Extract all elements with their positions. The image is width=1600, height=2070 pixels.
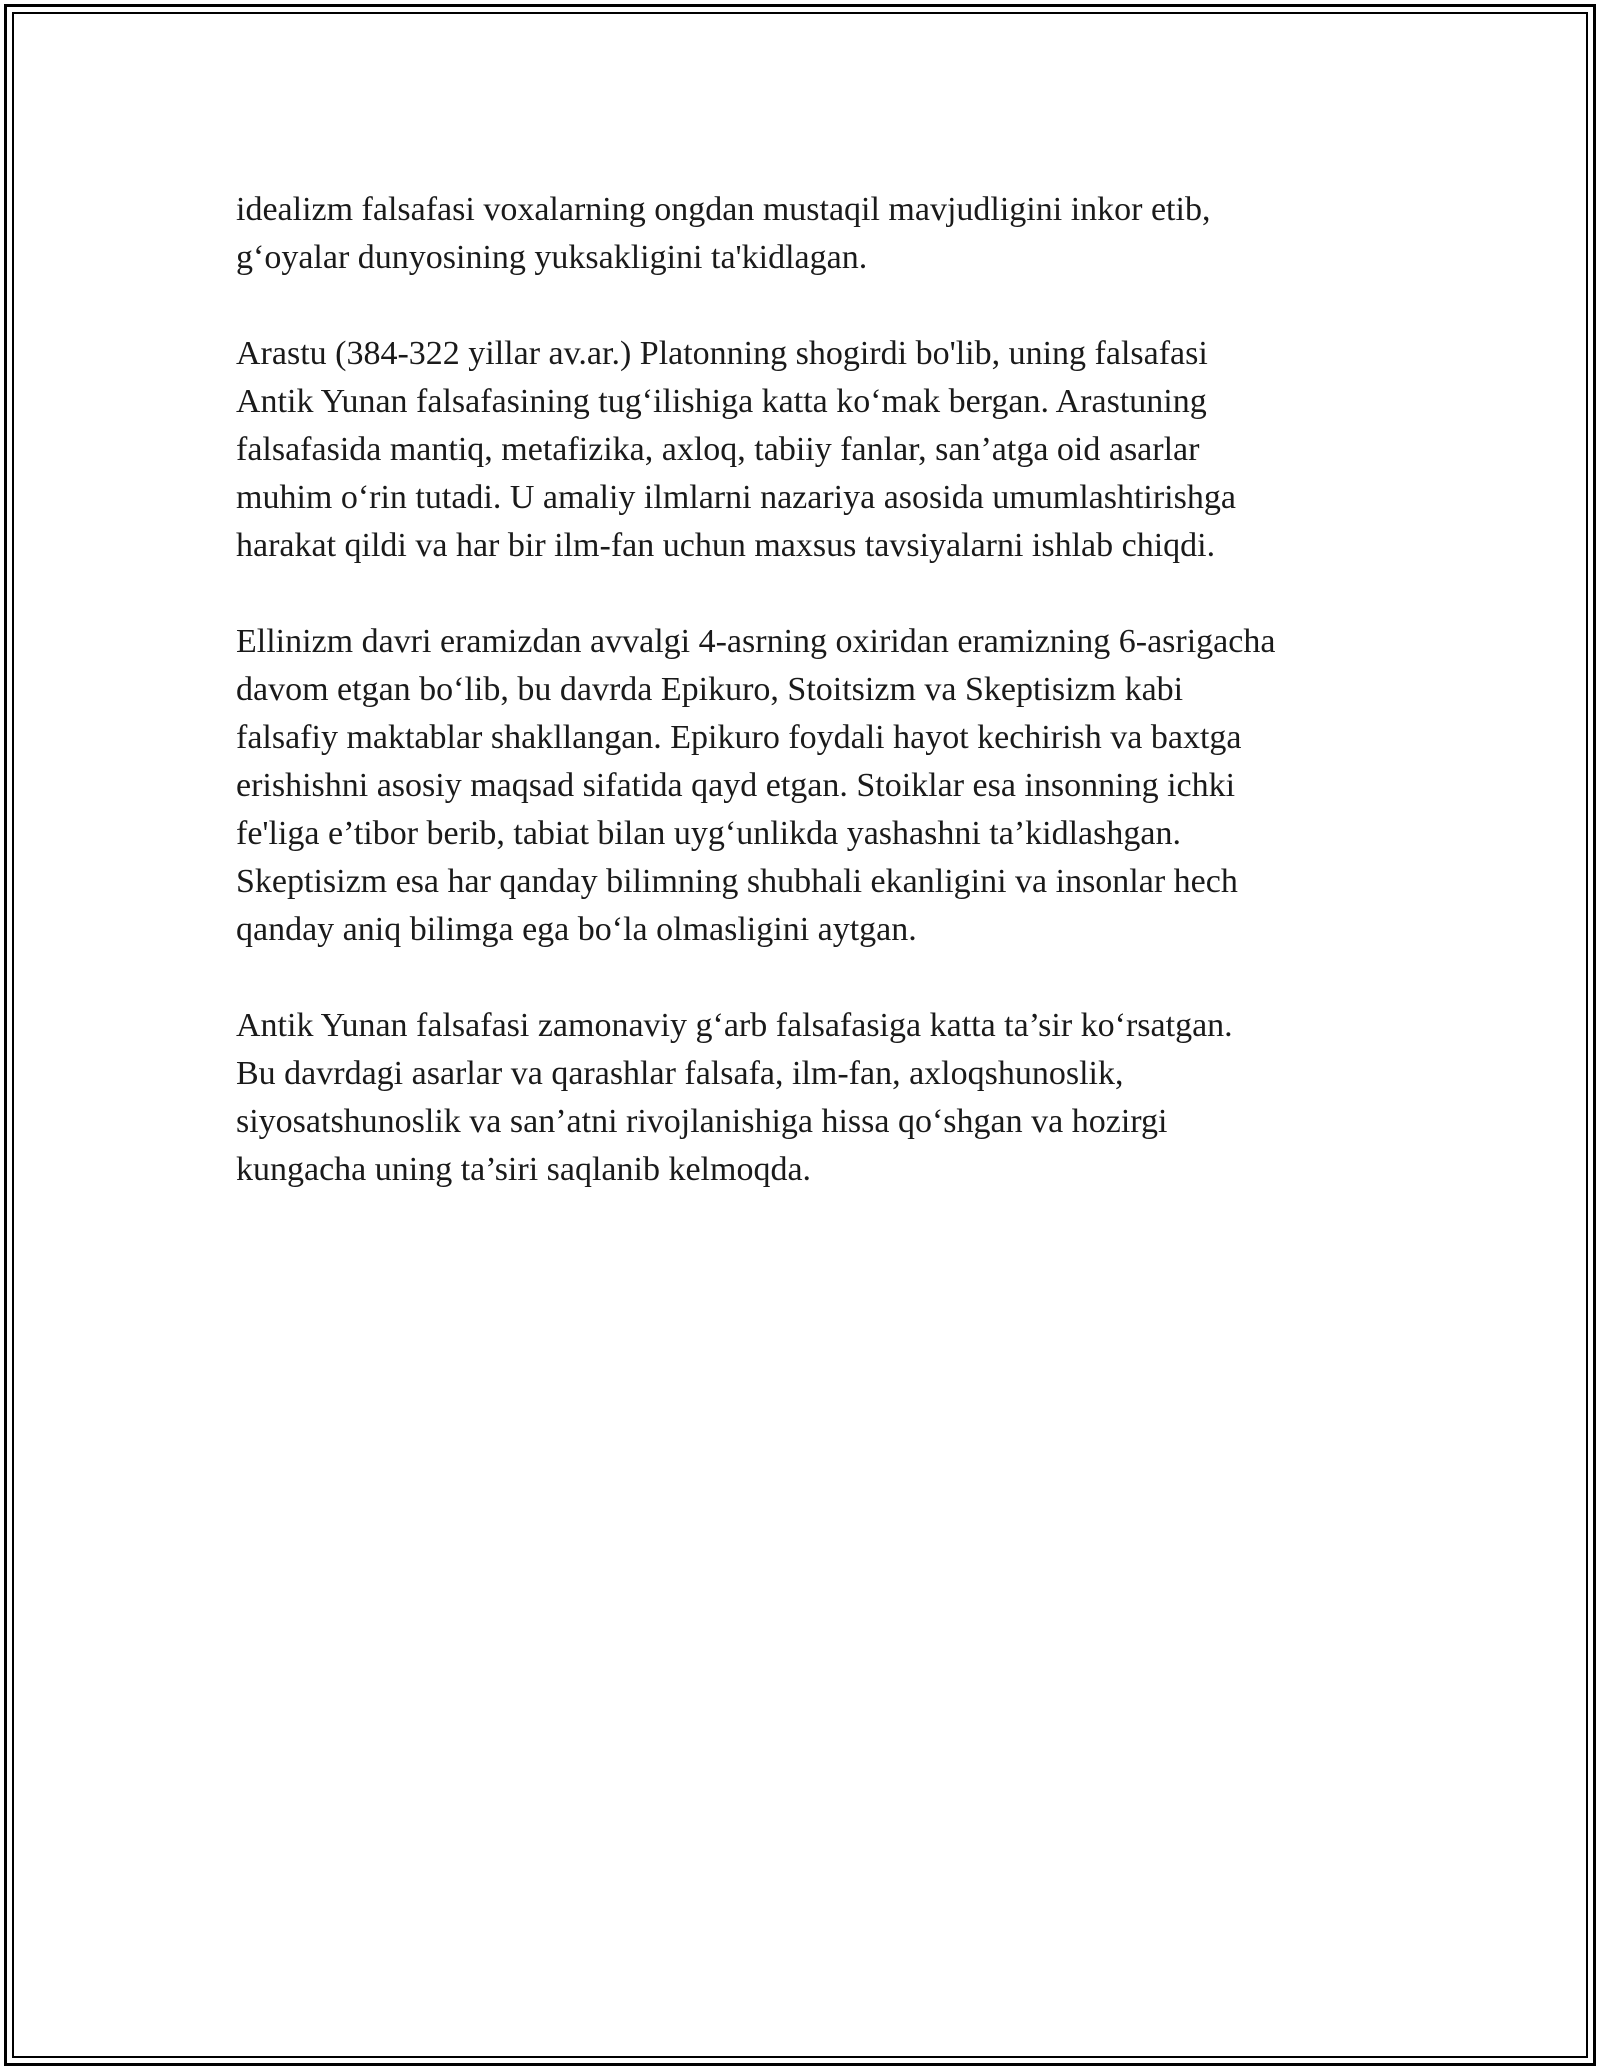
text-line: davom etgan bo‘lib, bu davrda Epikuro, Stoitsizm va Skeptisizm kabi xyxy=(236,671,1184,708)
text-line: Arastu (384-322 yillar av.ar.) Platonning shogirdi bo'lib, uning falsafasi xyxy=(236,335,1208,372)
paragraph-antik-yunan xyxy=(236,1002,1376,1194)
text-line: falsafiy maktablar shakllangan. Epikuro foydali hayot kechirish va baxtga xyxy=(236,719,1242,756)
text-line: idealizm falsafasi voxalarning ongdan mustaqil mavjudligini inkor etib, xyxy=(236,191,1211,228)
document-body xyxy=(236,186,1376,1242)
paragraph-idealism xyxy=(236,186,1376,282)
text-line: Antik Yunan falsafasi zamonaviy g‘arb falsafasiga katta ta’sir ko‘rsatgan. xyxy=(236,1007,1233,1044)
text-line: muhim o‘rin tutadi. U amaliy ilmlarni nazariya asosida umumlashtirishga xyxy=(236,479,1236,516)
text-line: Bu davrdagi asarlar va qarashlar falsafa, ilm-fan, axloqshunoslik, xyxy=(236,1055,1124,1092)
text-line: g‘oyalar dunyosining yuksakligini ta'kidlagan. xyxy=(236,239,868,276)
text-line: harakat qildi va har bir ilm-fan uchun maxsus tavsiyalarni ishlab chiqdi. xyxy=(236,527,1216,564)
paragraph-arastu xyxy=(236,330,1376,570)
text-line: erishishni asosiy maqsad sifatida qayd etgan. Stoiklar esa insonning ichki xyxy=(236,767,1236,804)
paragraph-ellinizm xyxy=(236,618,1376,954)
text-line: kungacha uning ta’siri saqlanib kelmoqda. xyxy=(236,1151,812,1188)
text-line: fe'liga e’tibor berib, tabiat bilan uyg‘unlikda yashashni ta’kidlashgan. xyxy=(236,815,1181,852)
text-line: Skeptisizm esa har qanday bilimning shubhali ekanligini va insonlar hech xyxy=(236,863,1238,900)
text-line: falsafasida mantiq, metafizika, axloq, tabiiy fanlar, san’atga oid asarlar xyxy=(236,431,1200,468)
text-line: qanday aniq bilimga ega bo‘la olmasligini aytgan. xyxy=(236,911,917,948)
text-line: Antik Yunan falsafasining tug‘ilishiga katta ko‘mak bergan. Arastuning xyxy=(236,383,1207,420)
text-line: siyosatshunoslik va san’atni rivojlanishiga hissa qo‘shgan va hozirgi xyxy=(236,1103,1168,1140)
text-line: Ellinizm davri eramizdan avvalgi 4-asrning oxiridan eramizning 6-asrigacha xyxy=(236,623,1276,660)
